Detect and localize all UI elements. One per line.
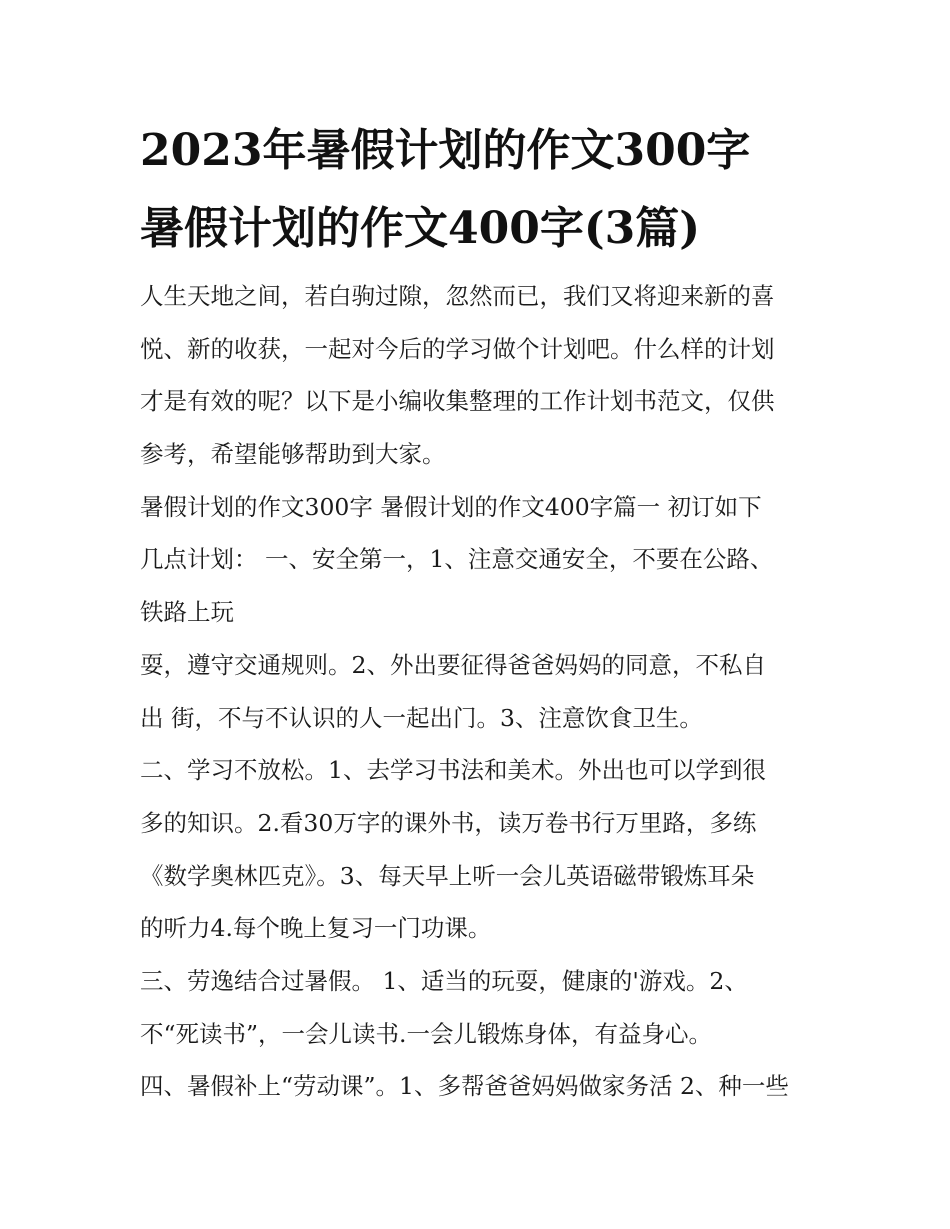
paragraph-line: 暑假计划的作文300字 暑假计划的作文400字篇一 初订如下 [140, 492, 762, 521]
paragraph-line: 耍，遵守交通规则。2、外出要征得爸爸妈妈的同意，不私自 [140, 650, 766, 679]
document-title [140, 112, 750, 268]
paragraph-line: 铁路上玩 [140, 598, 234, 627]
paragraph-line: 参考，希望能够帮助到大家。 [140, 440, 446, 469]
document-body [140, 270, 830, 1113]
paragraph-line: 三、劳逸结合过暑假。 1、适当的玩耍，健康的'游戏。2、 [140, 966, 748, 995]
paragraph-line: 人生天地之间，若白驹过隙，忽然而已，我们又将迎来新的喜 [140, 282, 775, 310]
paragraph-line: 四、暑假补上“劳动课”。1、多帮爸爸妈妈做家务活 2、种一些 [140, 1072, 789, 1101]
paragraph-line: 不“死读书”，一会儿读书.一会儿锻炼身体，有益身心。 [140, 1019, 712, 1048]
paragraph-line: 多的知识。2.看30万字的课外书，读万卷书行万里路，多练 [140, 808, 757, 837]
paragraph-line: 悦、新的收获，一起对今后的学习做个计划吧。什么样的计划 [140, 334, 775, 363]
paragraph-line: 出 街，不与不认识的人一起出门。3、注意饮食卫生。 [140, 703, 703, 732]
paragraph-line: 《数学奥林匹克》。3、每天早上听一会儿英语磁带锻炼耳朵 [140, 861, 755, 890]
title-line: 2023年暑假计划的作文300字 [140, 125, 751, 176]
title-line: 暑假计划的作文400字(3篇) [140, 203, 701, 254]
paragraph-line: 才是有效的呢？以下是小编收集整理的工作计划书范文，仅供 [140, 387, 775, 416]
paragraph-line: 二、学习不放松。1、去学习书法和美术。外出也可以学到很 [140, 756, 766, 785]
paragraph-line: 几点计划： 一、安全第一，1、注意交通安全，不要在公路、 [140, 545, 774, 574]
paragraph-line: 的听力4.每个晚上复习一门功课。 [140, 914, 492, 943]
